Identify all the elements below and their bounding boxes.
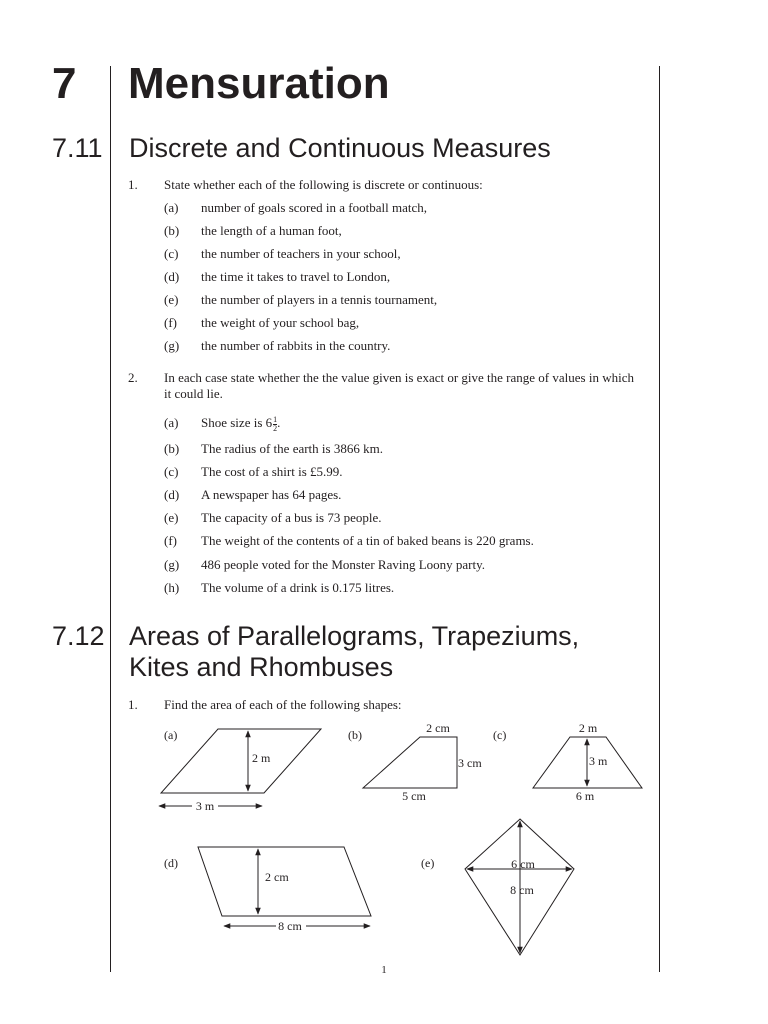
dimension-label: 2 m (578, 721, 598, 735)
dimension-label: 2 cm (265, 870, 289, 884)
dimension-label: 6 cm (511, 857, 535, 871)
question-number: 2. (128, 370, 138, 385)
part-label: (b) (164, 223, 180, 238)
part-text: A newspaper has 64 pages. (201, 487, 342, 502)
mixed-number-whole: 6 (265, 415, 273, 430)
part-text: the length of a human foot, (201, 223, 342, 238)
section-title: Discrete and Continuous Measures (129, 133, 551, 163)
part-text: the weight of your school bag, (201, 315, 360, 330)
shape-label: (c) (493, 728, 507, 742)
section-number: 7.12 (52, 621, 105, 651)
chapter-number: 7 (52, 59, 77, 108)
parallelogram-a (161, 729, 321, 793)
part-label: (b) (164, 441, 180, 456)
question-number: 1. (128, 177, 138, 192)
dimension-label: 6 m (575, 789, 595, 803)
part-text: the number of teachers in your school, (201, 246, 401, 261)
dimension-label: 8 cm (278, 919, 302, 933)
part-label: (f) (164, 315, 177, 330)
part-label: (d) (164, 487, 180, 502)
question-text: Find the area of each of the following shapes: (164, 697, 402, 712)
part-label: (g) (164, 557, 180, 572)
question-text: State whether each of the following is discrete or continuous: (164, 177, 483, 192)
dimension-label: 2 m (252, 751, 271, 765)
section-number: 7.11 (52, 133, 103, 163)
part-text-end: . (277, 415, 281, 430)
section-title-line1: Areas of Parallelograms, Trapeziums, (129, 621, 580, 651)
fraction-denominator: 2 (273, 423, 278, 433)
part-text: Shoe size is (201, 415, 266, 430)
question-text: In each case state whether the the value given is exact or give the range of values in which it could lie. (164, 370, 634, 401)
part-text: the number of players in a tennis tournament, (201, 292, 438, 307)
chapter-title: Mensuration (128, 59, 390, 108)
part-label: (f) (164, 533, 177, 548)
fraction-numerator: 1 (273, 414, 278, 424)
part-text: the number of rabbits in the country. (201, 338, 391, 353)
part-text: The radius of the earth is 3866 km. (201, 441, 383, 456)
part-label: (h) (164, 580, 180, 595)
part-label: (c) (164, 464, 179, 479)
question-number: 1. (128, 697, 138, 712)
page-number: 1 (381, 964, 387, 976)
shape-label: (e) (421, 856, 435, 870)
shape-label: (a) (164, 728, 178, 742)
shape-label: (b) (348, 728, 362, 742)
part-label: (d) (164, 269, 180, 284)
part-label: (a) (164, 200, 179, 215)
shape-label: (d) (164, 856, 178, 870)
part-text: The weight of the contents of a tin of baked beans is 220 grams. (201, 533, 534, 548)
dimension-label: 2 cm (426, 721, 450, 735)
part-label: (a) (164, 415, 179, 430)
trapezium-b (363, 737, 457, 788)
part-label: (c) (164, 246, 179, 261)
part-label: (e) (164, 510, 179, 525)
dimension-label: 5 cm (402, 789, 426, 803)
part-text: The volume of a drink is 0.175 litres. (201, 580, 395, 595)
part-label: (g) (164, 338, 180, 353)
part-text: The cost of a shirt is £5.99. (201, 464, 343, 479)
dimension-label: 8 cm (510, 883, 534, 897)
part-text: 486 people voted for the Monster Raving Loony party. (201, 557, 486, 572)
dimension-label: 3 m (195, 799, 215, 813)
part-text: The capacity of a bus is 73 people. (201, 510, 382, 525)
dimension-label: 3 m (589, 754, 608, 768)
part-label: (e) (164, 292, 179, 307)
part-text: the time it takes to travel to London, (201, 269, 391, 284)
section-title-line2: Kites and Rhombuses (129, 652, 394, 682)
dimension-label: 3 cm (458, 756, 482, 770)
part-text: number of goals scored in a football match, (201, 200, 427, 215)
